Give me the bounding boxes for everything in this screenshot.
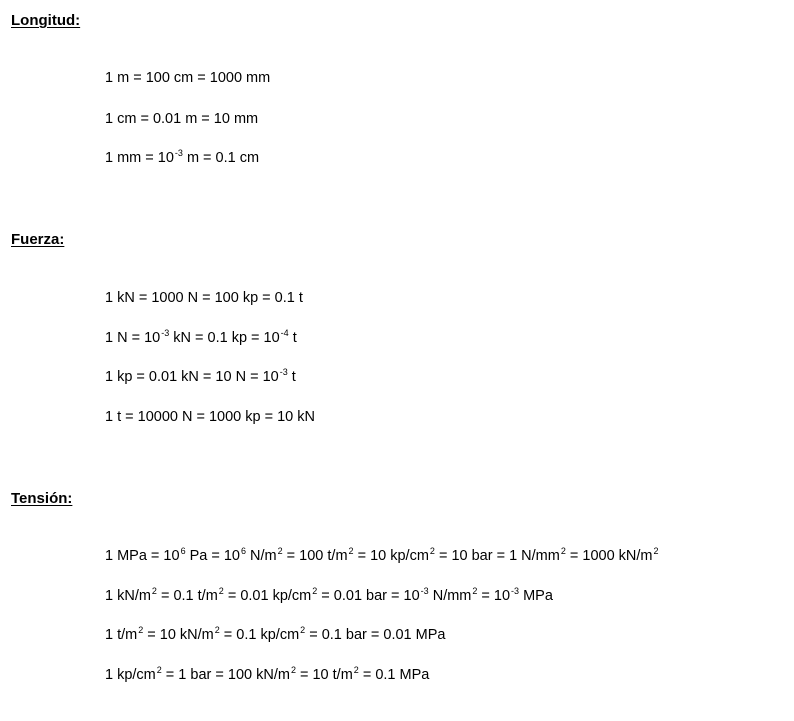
exponent: -3 — [174, 148, 183, 158]
exponent: -3 — [420, 586, 429, 596]
equation-text: t — [288, 330, 297, 346]
equation-fuerza-3 — [105, 369, 296, 385]
equation-text: = 10 bar = 1 N/mm — [434, 548, 560, 564]
exponent: 2 — [312, 586, 318, 596]
equation-text: N/mm — [428, 588, 472, 604]
exponent: 2 — [472, 586, 478, 596]
equation-text: = 1000 kN/m — [565, 548, 653, 564]
exponent: -3 — [511, 586, 520, 596]
equation-text: = 1 bar = 100 kN/m — [161, 667, 290, 683]
exponent: 2 — [156, 665, 162, 675]
exponent: 2 — [653, 546, 659, 556]
equation-text: = 10 kp/cm — [353, 548, 429, 564]
equation-text: = 10 — [477, 588, 511, 604]
exponent: 2 — [429, 546, 435, 556]
equation-text: = 0.1 bar = 0.01 MPa — [305, 627, 446, 643]
equation-tension-1 — [105, 548, 659, 564]
equation-text: = 10 kN/m — [143, 627, 214, 643]
equation-text: kN = 0.1 kp = 10 — [169, 330, 280, 346]
equation-text: 1 mm = 10 — [105, 150, 174, 166]
equation-longitud-1 — [105, 70, 270, 86]
equation-text: = 0.1 t/m — [156, 588, 218, 604]
equation-text: = 0.1 kp/cm — [219, 627, 300, 643]
equation-longitud-3 — [105, 150, 259, 166]
equation-text: = 0.01 bar = 10 — [317, 588, 420, 604]
equation-tension-3 — [105, 627, 445, 643]
equation-text: 1 kp/cm — [105, 667, 156, 683]
equation-text: Pa = 10 — [185, 548, 240, 564]
exponent: 2 — [353, 665, 359, 675]
equation-text: 1 kN = 1000 N = 100 kp = 0.1 t — [105, 290, 303, 306]
equation-text: t — [287, 369, 296, 385]
equation-fuerza-2 — [105, 330, 297, 346]
equation-tension-2 — [105, 588, 553, 604]
equation-tension-4 — [105, 667, 429, 683]
equation-text: N/m — [246, 548, 277, 564]
exponent: 2 — [151, 586, 157, 596]
exponent: 2 — [277, 546, 283, 556]
exponent: -3 — [279, 367, 288, 377]
exponent: -4 — [280, 328, 289, 338]
equation-text: = 10 t/m — [295, 667, 353, 683]
equation-longitud-2 — [105, 111, 258, 127]
exponent: 2 — [300, 625, 306, 635]
heading-fuerza: Fuerza: — [11, 231, 65, 248]
equation-text: 1 kp = 0.01 kN = 10 N = 10 — [105, 369, 279, 385]
exponent: 2 — [560, 546, 566, 556]
exponent: 2 — [290, 665, 296, 675]
equation-text: 1 MPa = 10 — [105, 548, 180, 564]
exponent: 2 — [138, 625, 144, 635]
equation-text: m = 0.1 cm — [182, 150, 260, 166]
equation-text: 1 N = 10 — [105, 330, 161, 346]
equation-text: = 0.01 kp/cm — [223, 588, 312, 604]
heading-longitud: Longitud: — [11, 12, 81, 29]
equation-text: 1 t/m — [105, 627, 138, 643]
equation-fuerza-1 — [105, 290, 303, 306]
equation-text: = 100 t/m — [282, 548, 348, 564]
heading-tension: Tensión: — [11, 490, 73, 507]
equation-fuerza-4 — [105, 409, 315, 425]
equation-text: = 0.1 MPa — [358, 667, 430, 683]
exponent: 2 — [218, 586, 224, 596]
exponent: 2 — [348, 546, 354, 556]
exponent: 6 — [241, 546, 247, 556]
equation-text: 1 t = 10000 N = 1000 kp = 10 kN — [105, 409, 315, 425]
equation-text: 1 m = 100 cm = 1000 mm — [105, 70, 271, 86]
equation-text: 1 kN/m — [105, 588, 151, 604]
equation-text: MPa — [519, 588, 553, 604]
exponent: 2 — [214, 625, 220, 635]
equation-text: 1 cm = 0.01 m = 10 mm — [105, 111, 259, 127]
exponent: -3 — [161, 328, 170, 338]
exponent: 6 — [180, 546, 186, 556]
